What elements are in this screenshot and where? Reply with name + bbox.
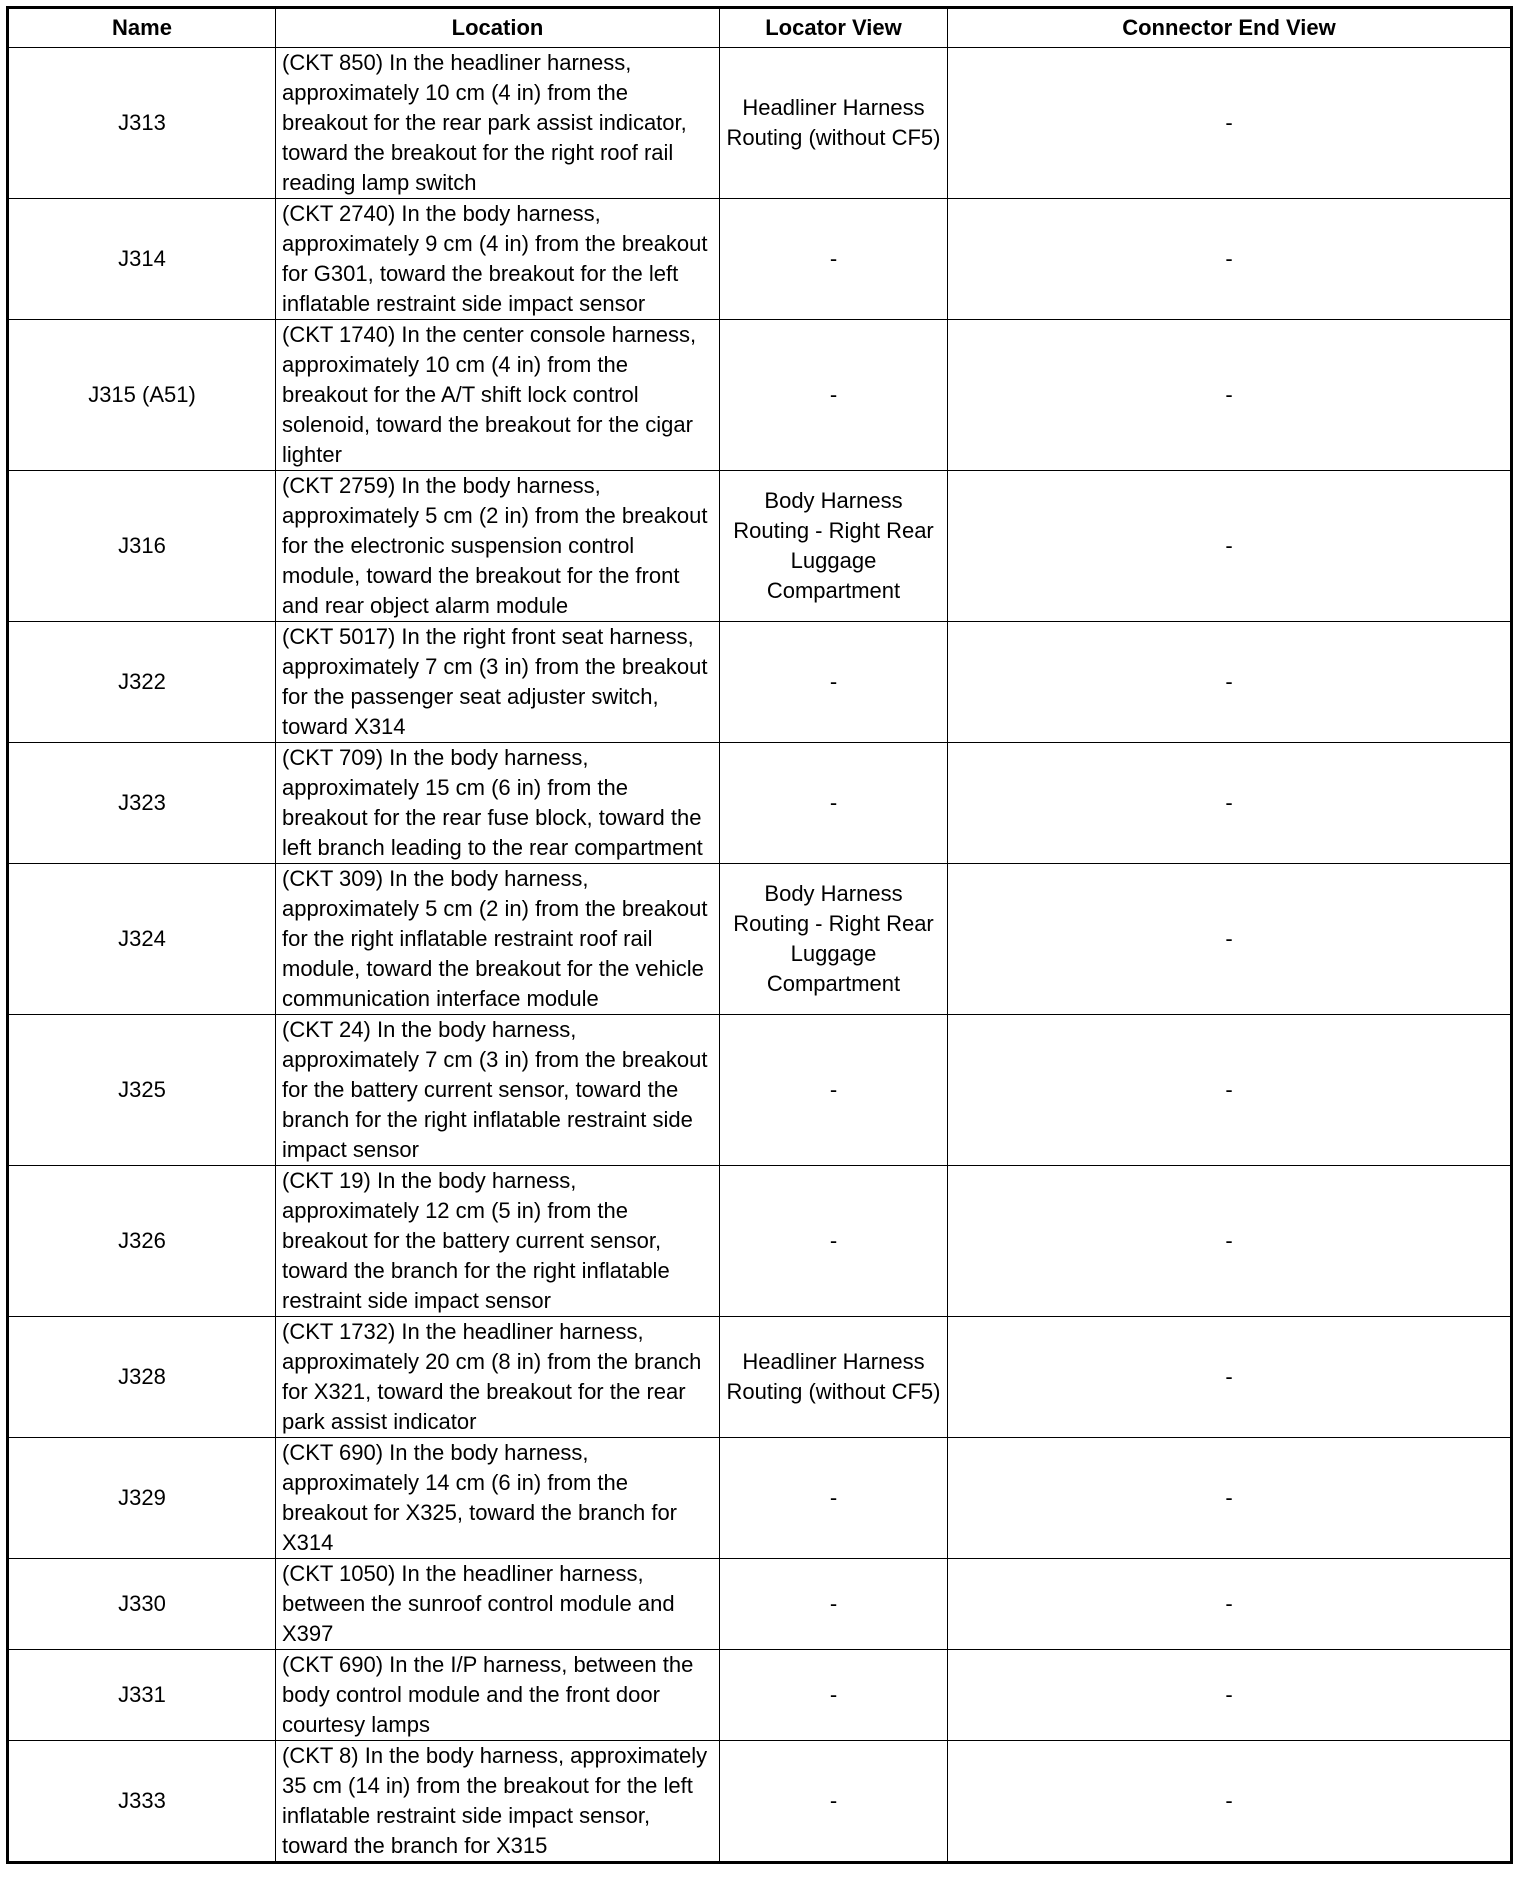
- table-row: [8, 320, 1512, 471]
- row-locator-view: Body Harness Routing - Right Rear Luggage Compartment: [720, 471, 948, 622]
- row-locator-view: -: [720, 1438, 948, 1559]
- header-name: Name: [8, 8, 276, 48]
- row-locator-view: -: [720, 1015, 948, 1166]
- row-connector-end-view: -: [948, 199, 1512, 320]
- connector-table-page: [6, 6, 1510, 1864]
- row-location: (CKT 1740) In the center console harness, approximately 10 cm (4 in) from the breakout for the A/T shift lock control solenoid, toward the breakout for the cigar lighter: [276, 320, 720, 471]
- connector-table: [6, 6, 1513, 1864]
- row-location: (CKT 690) In the I/P harness, between the body control module and the front door courtesy lamps: [276, 1650, 720, 1741]
- header-locator-view: Locator View: [720, 8, 948, 48]
- table-row: [8, 622, 1512, 743]
- row-locator-view: Body Harness Routing - Right Rear Luggage Compartment: [720, 864, 948, 1015]
- table-row: [8, 864, 1512, 1015]
- row-name: J328: [8, 1317, 276, 1438]
- row-name: J322: [8, 622, 276, 743]
- table-row: [8, 1015, 1512, 1166]
- row-connector-end-view: -: [948, 1438, 1512, 1559]
- row-name: J330: [8, 1559, 276, 1650]
- row-location: (CKT 1732) In the headliner harness, approximately 20 cm (8 in) from the branch for X321, toward the breakout for the rear park assist indicator: [276, 1317, 720, 1438]
- row-location: (CKT 709) In the body harness, approximately 15 cm (6 in) from the breakout for the rear fuse block, toward the left branch leading to the rear compartment: [276, 743, 720, 864]
- row-location: (CKT 24) In the body harness, approximately 7 cm (3 in) from the breakout for the battery current sensor, toward the branch for the right inflatable restraint side impact sensor: [276, 1015, 720, 1166]
- row-name: J331: [8, 1650, 276, 1741]
- row-connector-end-view: -: [948, 1015, 1512, 1166]
- row-location: (CKT 2759) In the body harness, approximately 5 cm (2 in) from the breakout for the electronic suspension control module, toward the breakout for the front and rear object alarm module: [276, 471, 720, 622]
- header-connector-end-view: Connector End View: [948, 8, 1512, 48]
- row-location: (CKT 690) In the body harness, approximately 14 cm (6 in) from the breakout for X325, toward the branch for X314: [276, 1438, 720, 1559]
- table-row: [8, 1438, 1512, 1559]
- row-location: (CKT 8) In the body harness, approximately 35 cm (14 in) from the breakout for the left inflatable restraint side impact sensor, toward the branch for X315: [276, 1741, 720, 1863]
- row-locator-view: -: [720, 1559, 948, 1650]
- row-name: J325: [8, 1015, 276, 1166]
- row-locator-view: -: [720, 320, 948, 471]
- row-connector-end-view: -: [948, 864, 1512, 1015]
- row-name: J316: [8, 471, 276, 622]
- table-row: [8, 1317, 1512, 1438]
- row-connector-end-view: -: [948, 743, 1512, 864]
- row-location: (CKT 309) In the body harness, approximately 5 cm (2 in) from the breakout for the right inflatable restraint roof rail module, toward the breakout for the vehicle communication interface module: [276, 864, 720, 1015]
- row-connector-end-view: -: [948, 471, 1512, 622]
- row-location: (CKT 19) In the body harness, approximately 12 cm (5 in) from the breakout for the battery current sensor, toward the branch for the right inflatable restraint side impact sensor: [276, 1166, 720, 1317]
- row-connector-end-view: -: [948, 1317, 1512, 1438]
- row-location: (CKT 850) In the headliner harness, approximately 10 cm (4 in) from the breakout for the rear park assist indicator, toward the breakout for the right roof rail reading lamp switch: [276, 48, 720, 199]
- row-name: J315 (A51): [8, 320, 276, 471]
- table-row: [8, 1166, 1512, 1317]
- row-locator-view: -: [720, 199, 948, 320]
- row-connector-end-view: -: [948, 1559, 1512, 1650]
- row-name: J324: [8, 864, 276, 1015]
- row-name: J333: [8, 1741, 276, 1863]
- row-locator-view: -: [720, 743, 948, 864]
- row-location: (CKT 2740) In the body harness, approximately 9 cm (4 in) from the breakout for G301, toward the breakout for the left inflatable restraint side impact sensor: [276, 199, 720, 320]
- row-connector-end-view: -: [948, 320, 1512, 471]
- row-locator-view: -: [720, 1166, 948, 1317]
- row-name: J313: [8, 48, 276, 199]
- table-row: [8, 471, 1512, 622]
- table-row: [8, 1559, 1512, 1650]
- row-location: (CKT 1050) In the headliner harness, between the sunroof control module and X397: [276, 1559, 720, 1650]
- row-connector-end-view: -: [948, 622, 1512, 743]
- header-location: Location: [276, 8, 720, 48]
- table-row: [8, 743, 1512, 864]
- table-row: [8, 199, 1512, 320]
- row-name: J326: [8, 1166, 276, 1317]
- row-locator-view: -: [720, 622, 948, 743]
- row-locator-view: -: [720, 1650, 948, 1741]
- table-row: [8, 48, 1512, 199]
- row-name: J323: [8, 743, 276, 864]
- row-locator-view: -: [720, 1741, 948, 1863]
- row-location: (CKT 5017) In the right front seat harness, approximately 7 cm (3 in) from the breakout for the passenger seat adjuster switch, toward X314: [276, 622, 720, 743]
- row-connector-end-view: -: [948, 48, 1512, 199]
- row-name: J314: [8, 199, 276, 320]
- row-name: J329: [8, 1438, 276, 1559]
- table-row: [8, 1650, 1512, 1741]
- table-row: [8, 1741, 1512, 1863]
- row-connector-end-view: -: [948, 1166, 1512, 1317]
- row-connector-end-view: -: [948, 1650, 1512, 1741]
- row-connector-end-view: -: [948, 1741, 1512, 1863]
- row-locator-view: Headliner Harness Routing (without CF5): [720, 48, 948, 199]
- header-row: [8, 8, 1512, 48]
- row-locator-view: Headliner Harness Routing (without CF5): [720, 1317, 948, 1438]
